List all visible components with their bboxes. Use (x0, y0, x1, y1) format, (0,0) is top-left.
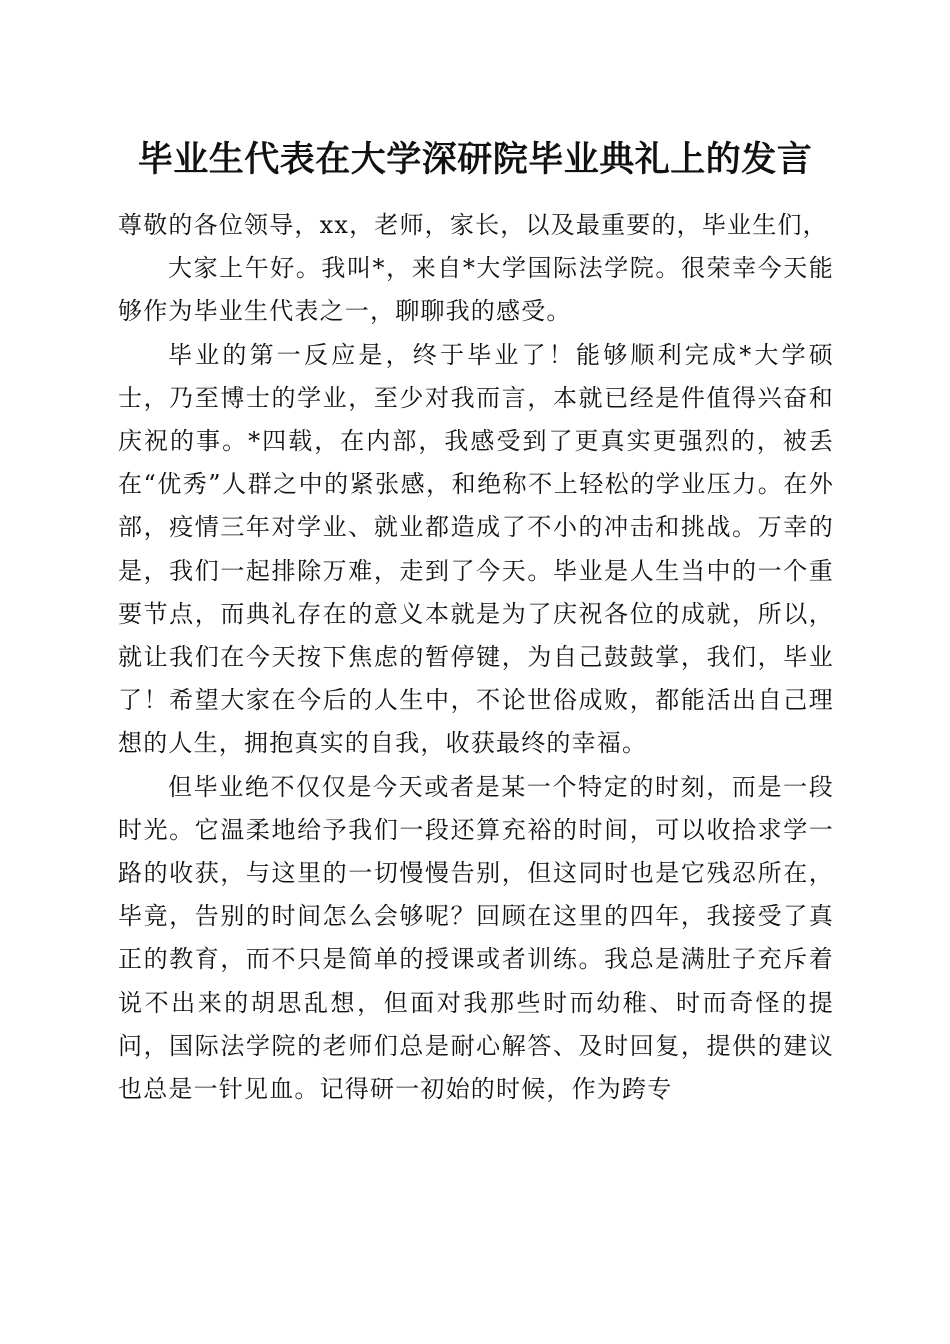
document-body (118, 204, 834, 1111)
body-paragraph: 毕业的第一反应是，终于毕业了！能够顺利完成*大学硕士，乃至博士的学业，至少对我而言，本就已经是件值得兴奋和庆祝的事。*四载，在内部，我感受到了更真实更强烈的，被丢在“优秀”人群之中的紧张感，和绝称不上轻松的学业压力。在外部，疫情三年对学业、就业都造成了不小的冲击和挑战。万幸的是，我们一起排除万难，走到了今天。毕业是人生当中的一个重要节点，而典礼存在的意义本就是为了庆祝各位的成就，所以，就让我们在今天按下焦虑的暂停键，为自己鼓鼓掌，我们，毕业了！希望大家在今后的人生中，不论世俗成败，都能活出自己理想的人生，拥抱真实的自我，收获最终的幸福。 (118, 340, 834, 758)
greeting-paragraph: 大家上午好。我叫*，来自*大学国际法学院。很荣幸今天能够作为毕业生代表之一，聊聊我的感受。 (118, 254, 834, 326)
document-title: 毕业生代表在大学深研院毕业典礼上的发言 (137, 139, 813, 180)
body-paragraph: 但毕业绝不仅仅是今天或者是某一个特定的时刻，而是一段时光。它温柔地给予我们一段还算充裕的时间，可以收拾求学一路的收获，与这里的一切慢慢告别，但这同时也是它残忍所在，毕竟，告别的时间怎么会够呢？回顾在这里的四年，我接受了真正的教育，而不只是简单的授课或者训练。我总是满肚子充斥着说不出来的胡思乱想，但面对我那些时而幼稚、时而奇怪的提问，国际法学院的老师们总是耐心解答、及时回复，提供的建议也总是一针见血。记得研一初始的时候，作为跨专 (118, 772, 834, 1104)
salutation-paragraph: 尊敬的各位领导，xx，老师，家长，以及最重要的，毕业生们， (118, 211, 828, 239)
